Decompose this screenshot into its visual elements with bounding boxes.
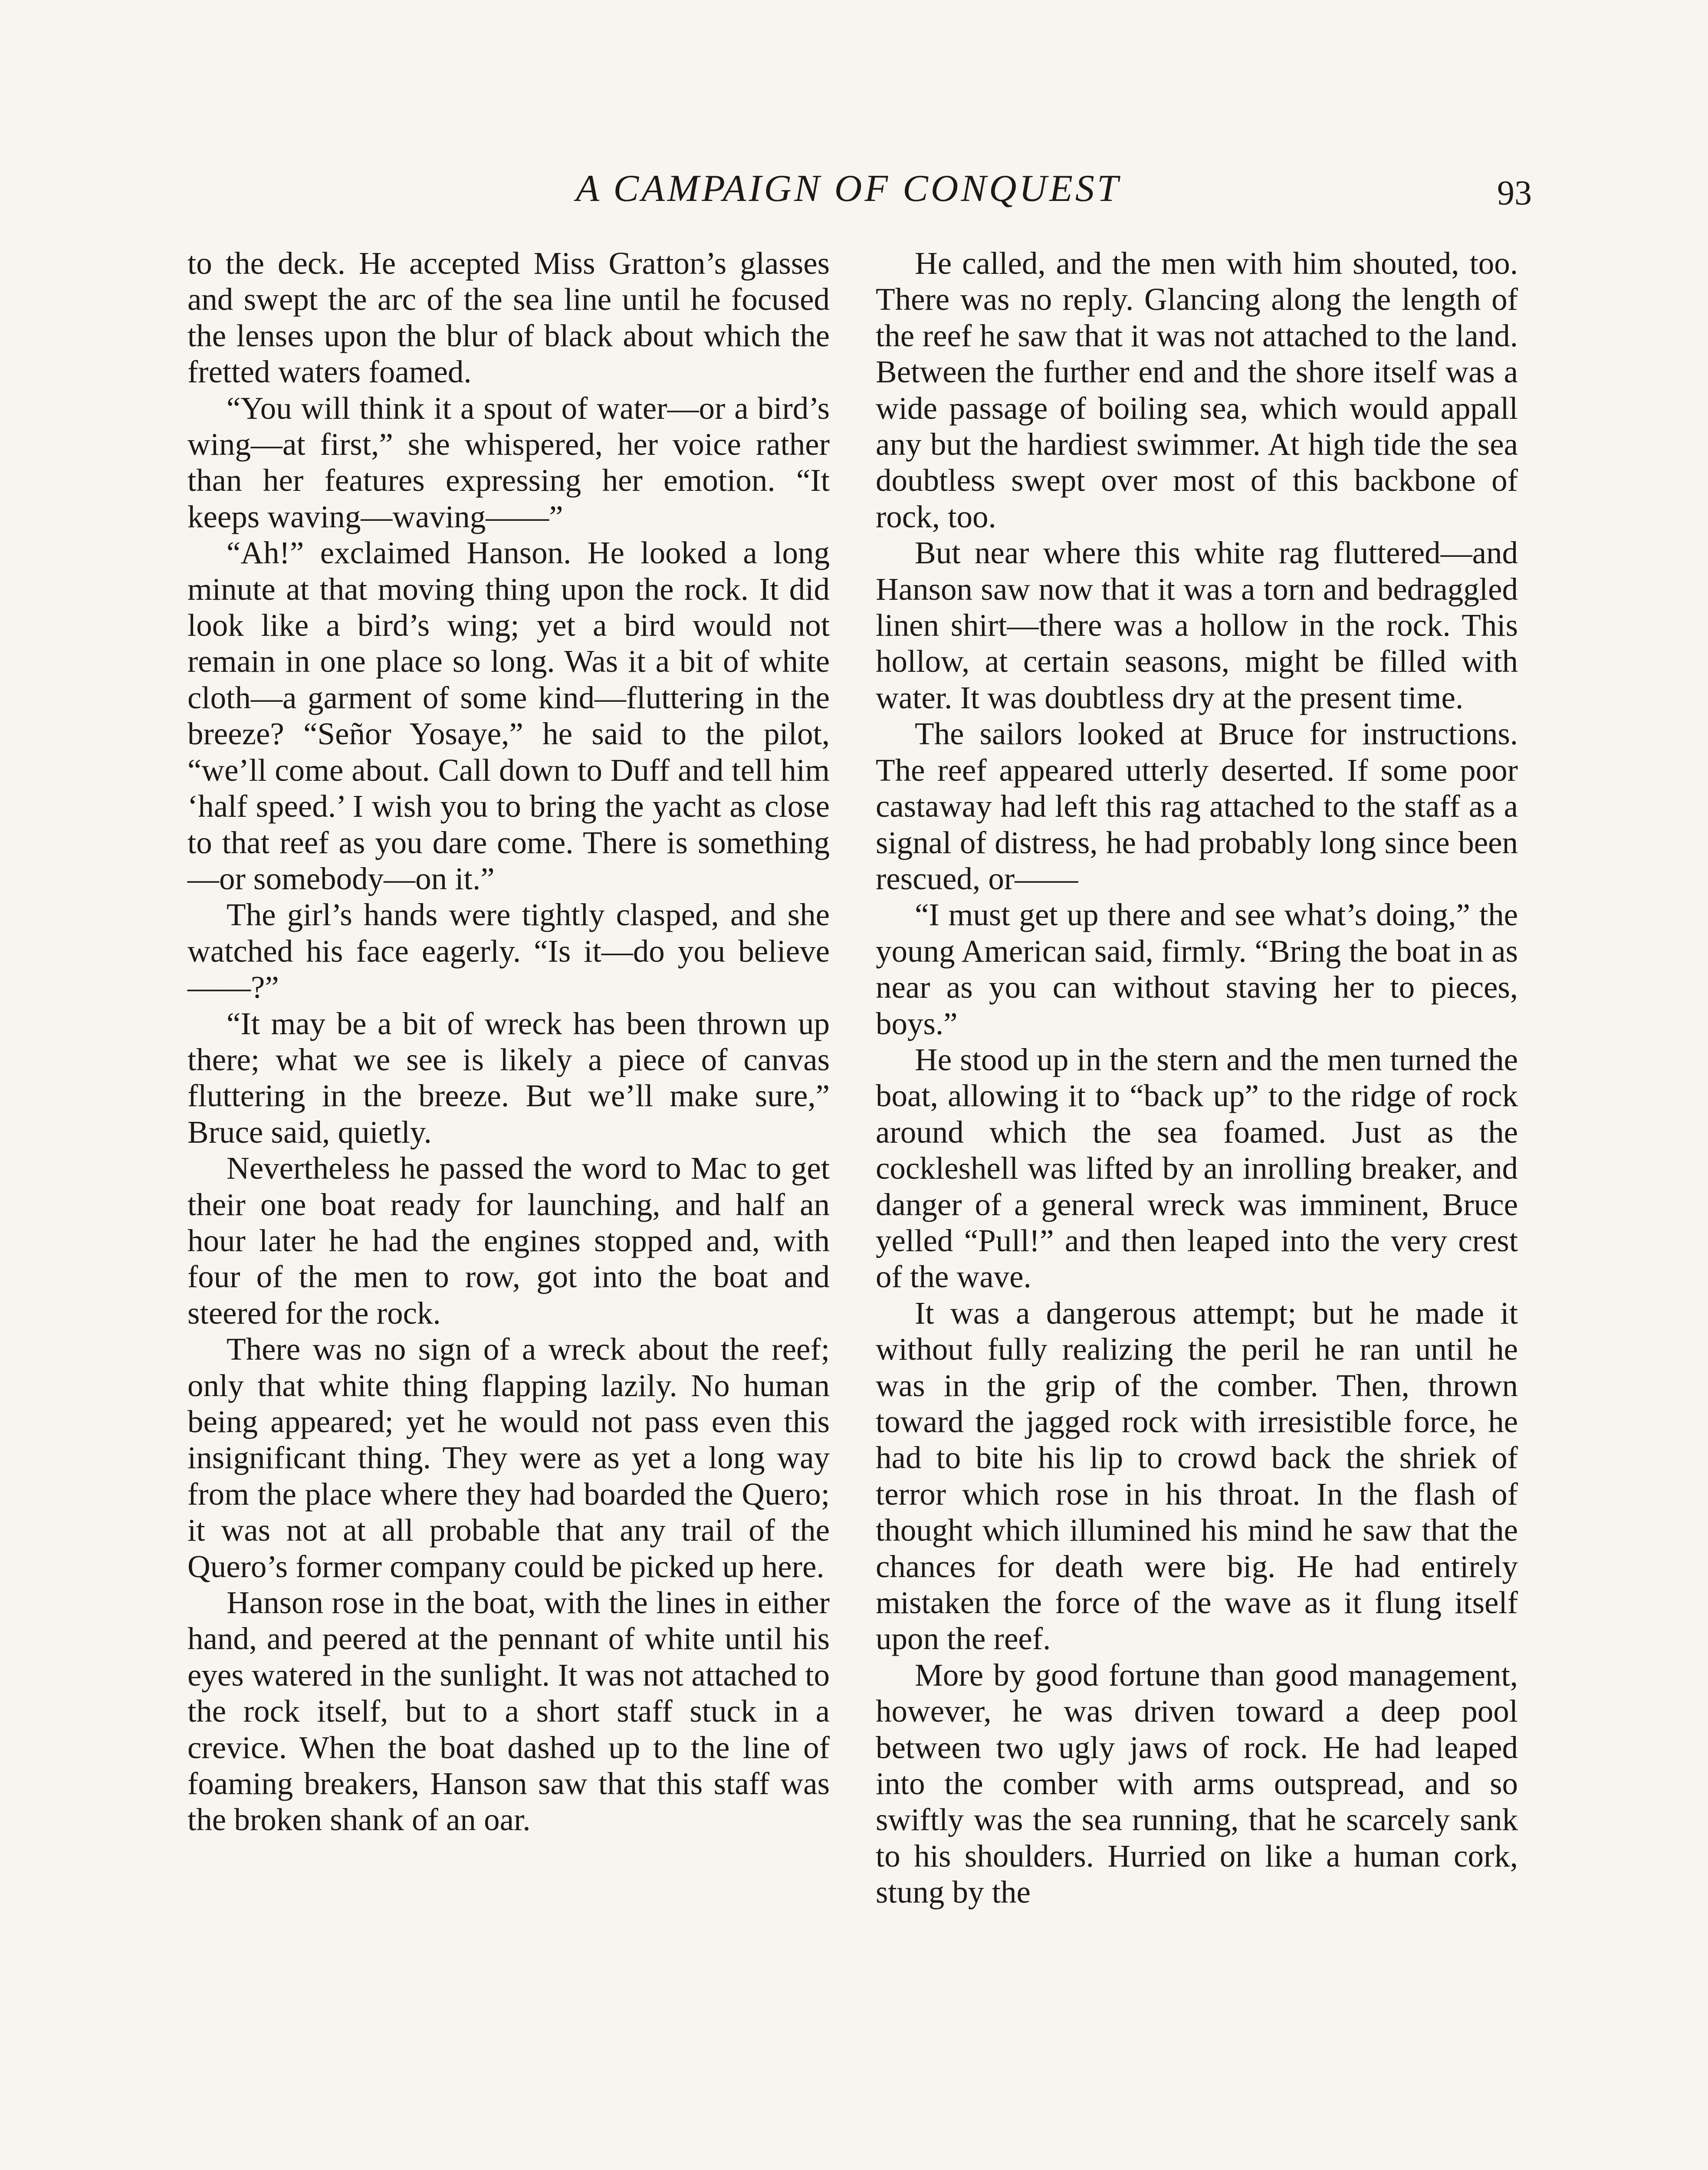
paragraph: He stood up in the stern and the men turned the boat, allowing it to “back up” to the ridge of rock around which the sea foamed. Just as the cockleshell was lifted by an inrolling breaker, and danger of a general wreck was imminent, Bruce yelled “Pull!” and then leaped into the very crest of the wave. bbox=[876, 1042, 1518, 1295]
paragraph: The sailors looked at Bruce for instructions. The reef appeared utterly deserted. If some poor castaway had left this rag attached to the staff as a signal of distress, he had probably long since been rescued, or—— bbox=[876, 716, 1518, 896]
paragraph: “It may be a bit of wreck has been thrown up there; what we see is likely a piece of canvas fluttering in the breeze. But we’ll make sure,” Bruce said, quietly. bbox=[187, 1006, 830, 1150]
page-number: 93 bbox=[1497, 174, 1532, 212]
paragraph: More by good fortune than good management, however, he was driven toward a deep pool between two ugly jaws of rock. He had leaped into the comber with arms outspread, and so swiftly was the sea running, that he scarcely sank to his shoulders. Hurried on like a human cork, stung by the bbox=[876, 1657, 1518, 1910]
paragraph: The girl’s hands were tightly clasped, and she watched his face eagerly. “Is it—do you believe——?” bbox=[187, 897, 830, 1005]
left-column bbox=[187, 245, 830, 1838]
paragraph: Hanson rose in the boat, with the lines in either hand, and peered at the pennant of white until his eyes watered in the sunlight. It was not attached to the rock itself, but to a short staff stuck in a crevice. When the boat dashed up to the line of foaming breakers, Hanson saw that this staff was the broken shank of an oar. bbox=[187, 1585, 830, 1838]
running-title: A CAMPAIGN OF CONQUEST bbox=[576, 168, 1121, 210]
paragraph: “I must get up there and see what’s doing,” the young American said, firmly. “Bring the boat in as near as you can without staving her to pieces, boys.” bbox=[876, 897, 1518, 1041]
paragraph: “You will think it a spout of water—or a bird’s wing—at first,” she whispered, her voice rather than her features expressing her emotion. “It keeps waving—waving——” bbox=[187, 390, 830, 534]
paragraph: There was no sign of a wreck about the reef; only that white thing flapping lazily. No human being appeared; yet he would not pass even this insignificant thing. They were as yet a long way from the place where they had boarded the Quero; it was not at all probable that any trail of the Quero’s former company could be picked up here. bbox=[187, 1332, 830, 1584]
paragraph: It was a dangerous attempt; but he made it without fully realizing the peril he ran until he was in the grip of the comber. Then, thrown toward the jagged rock with irresistible force, he had to bite his lip to crowd back the shriek of terror which rose in his throat. In the flash of thought which illumined his mind he saw that the chances for death were big. He had entirely mistaken the force of the wave as it flung itself upon the reef. bbox=[876, 1295, 1518, 1657]
paragraph: “Ah!” exclaimed Hanson. He looked a long minute at that moving thing upon the rock. It did look like a bird’s wing; yet a bird would not remain in one place so long. Was it a bit of white cloth—a garment of some kind—fluttering in the breeze? “Señor Yosaye,” he said to the pilot, “we’ll come about. Call down to Duff and tell him ‘half speed.’ I wish you to bring the yacht as close to that reef as you dare come. There is something—or somebody—on it.” bbox=[187, 535, 830, 896]
paragraph: He called, and the men with him shouted, too. There was no reply. Glancing along the length of the reef he saw that it was not attached to the land. Between the further end and the shore itself was a wide passage of boiling sea, which would appall any but the hardiest swimmer. At high tide the sea doubtless swept over most of this backbone of rock, too. bbox=[876, 246, 1518, 534]
paragraph: But near where this white rag fluttered—and Hanson saw now that it was a torn and bedraggled linen shirt—there was a hollow in the rock. This hollow, at certain seasons, might be filled with water. It was doubtless dry at the present time. bbox=[876, 535, 1518, 715]
paragraph: Nevertheless he passed the word to Mac to get their one boat ready for launching, and half an hour later he had the engines stopped and, with four of the men to row, got into the boat and steered for the rock. bbox=[187, 1151, 830, 1331]
right-column bbox=[876, 245, 1518, 1910]
paragraph: to the deck. He accepted Miss Gratton’s glasses and swept the arc of the sea line until he focused the lenses upon the blur of black about which the fretted waters foamed. bbox=[187, 246, 830, 390]
page-header bbox=[0, 165, 1708, 217]
